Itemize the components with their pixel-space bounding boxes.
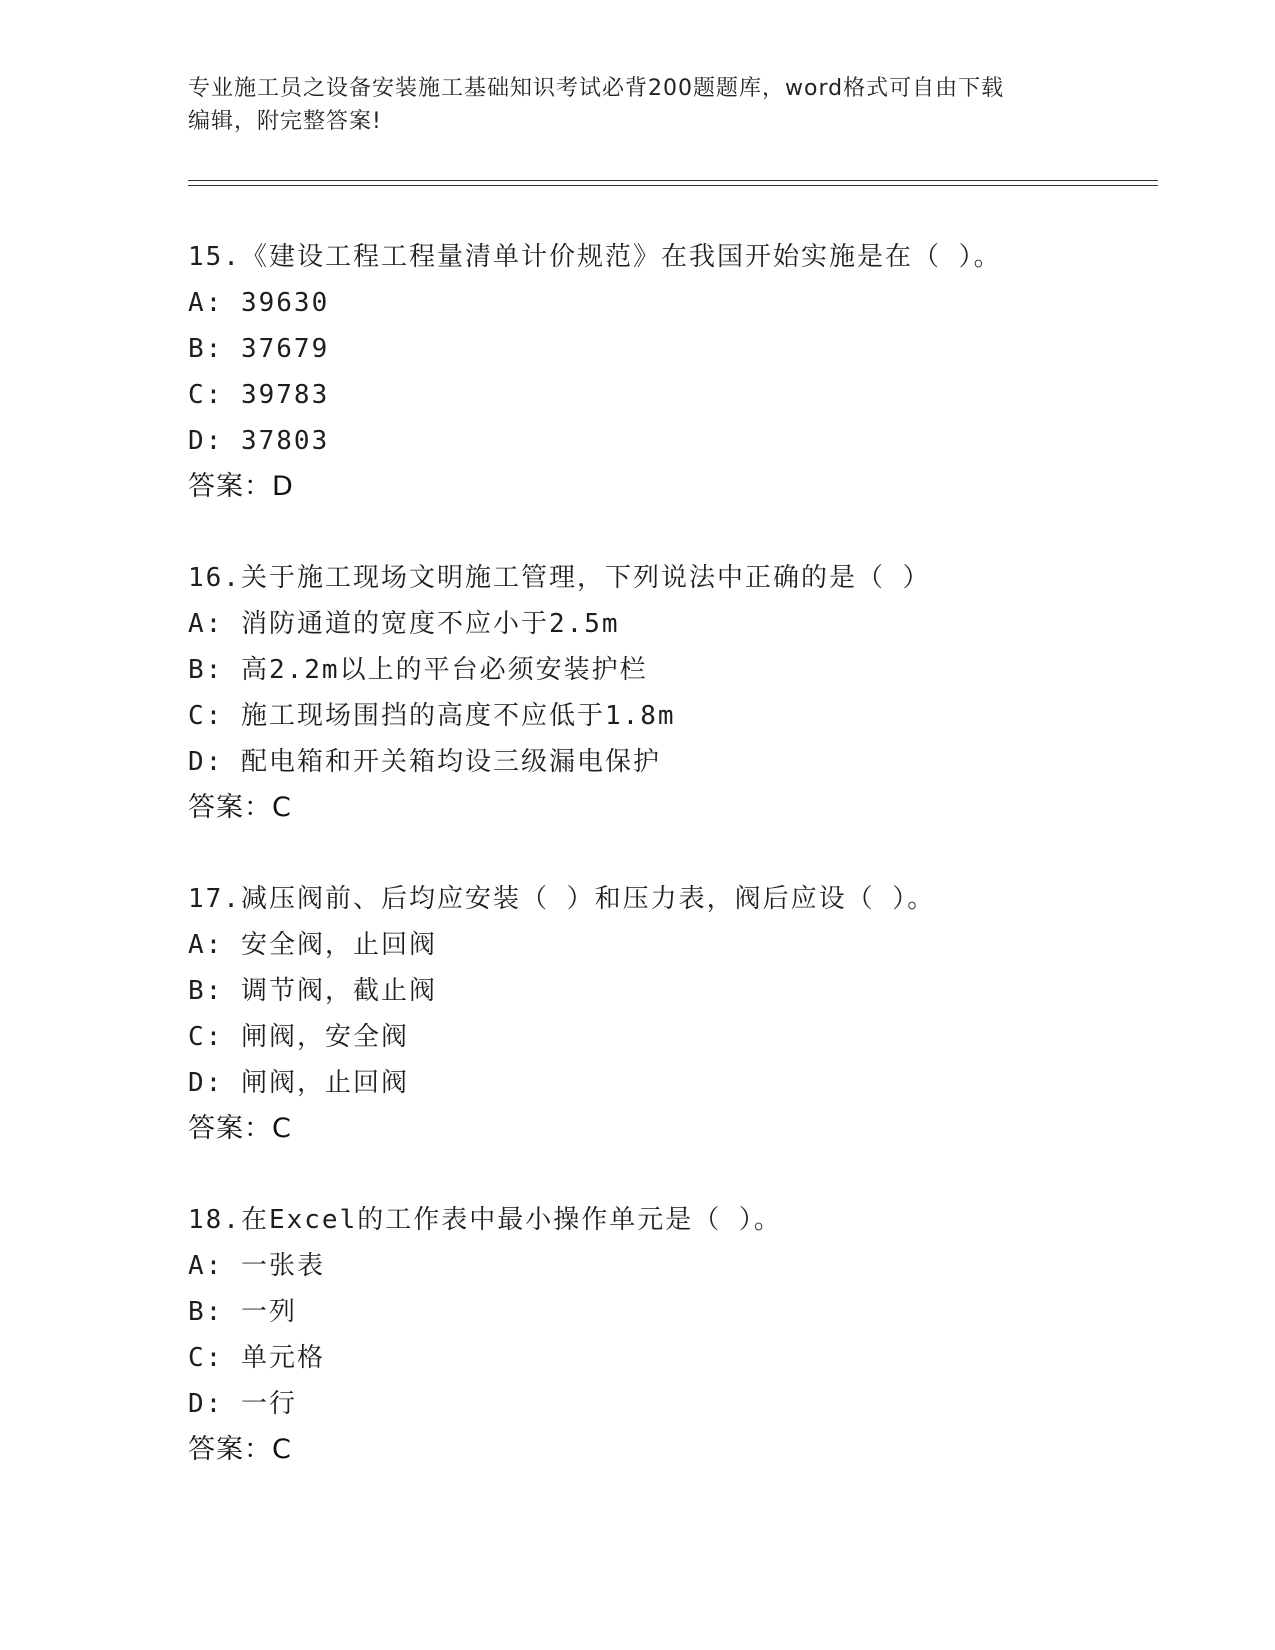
header-line-2: 编辑，附完整答案! <box>188 109 382 134</box>
option-b: B: 37679 <box>188 334 330 364</box>
option-b: B: 调节阀，截止阀 <box>188 976 437 1006</box>
answer-label: 答案：C <box>188 1113 292 1144</box>
answer-label: 答案：D <box>188 471 294 502</box>
header-divider-bottom <box>188 185 1158 186</box>
option-b: B: 一列 <box>188 1297 297 1327</box>
option-c: C: 39783 <box>188 380 330 410</box>
option-d: D: 闸阀，止回阀 <box>188 1068 409 1098</box>
header-divider-top <box>188 180 1158 181</box>
document-header <box>188 72 1088 138</box>
header-line-1: 专业施工员之设备安装施工基础知识考试必背200题题库，word格式可自由下载 <box>188 76 1005 101</box>
option-a: A: 安全阀，止回阀 <box>188 930 437 960</box>
question-stem: 17.减压阀前、后均应安装（ ）和压力表，阀后应设（ ）。 <box>188 884 936 914</box>
option-c: C: 单元格 <box>188 1343 325 1373</box>
option-b: B: 高2.2m以上的平台必须安装护栏 <box>188 655 648 685</box>
question-15 <box>188 234 1158 510</box>
question-17 <box>188 876 1158 1152</box>
answer-label: 答案：C <box>188 792 292 823</box>
option-a: A: 消防通道的宽度不应小于2.5m <box>188 609 620 639</box>
option-d: D: 37803 <box>188 426 330 456</box>
option-c: C: 闸阀，安全阀 <box>188 1022 409 1052</box>
option-a: A: 39630 <box>188 288 330 318</box>
answer-label: 答案：C <box>188 1434 292 1465</box>
option-c: C: 施工现场围挡的高度不应低于1.8m <box>188 701 676 731</box>
question-stem: 18.在Excel的工作表中最小操作单元是（ ）。 <box>188 1205 782 1235</box>
question-stem: 15.《建设工程工程量清单计价规范》在我国开始实施是在（ ）。 <box>188 242 1002 272</box>
option-d: D: 配电箱和开关箱均设三级漏电保护 <box>188 747 661 777</box>
option-d: D: 一行 <box>188 1389 297 1419</box>
option-a: A: 一张表 <box>188 1251 325 1281</box>
question-stem: 16.关于施工现场文明施工管理，下列说法中正确的是（ ） <box>188 563 931 593</box>
question-18 <box>188 1197 1158 1473</box>
question-16 <box>188 555 1158 831</box>
